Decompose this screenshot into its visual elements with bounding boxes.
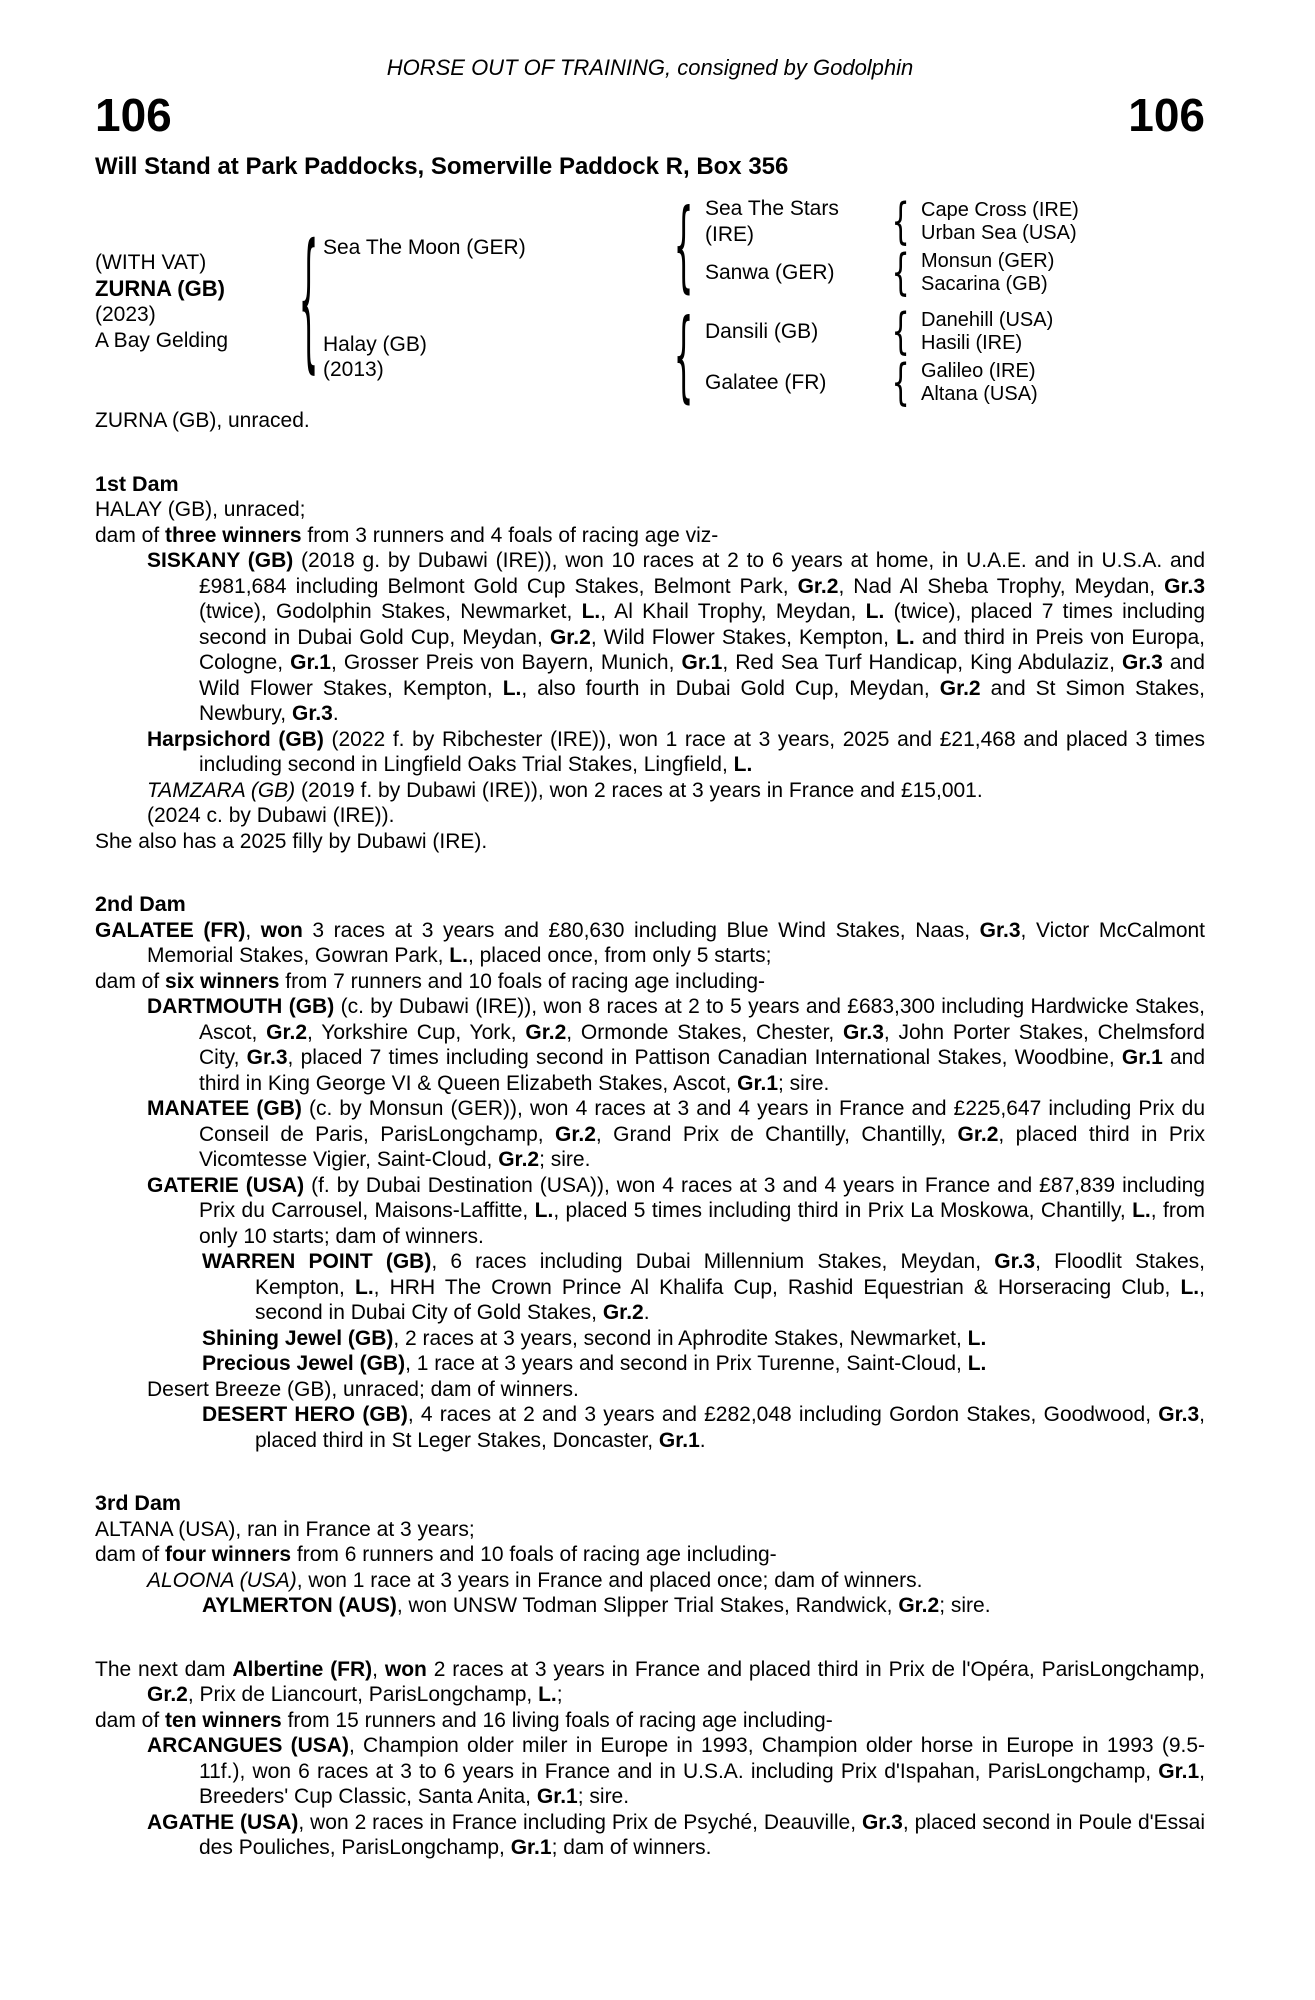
section-heading: 3rd Dam — [95, 1491, 182, 1515]
entry-siskany: SISKANY (GB) (2018 g. by Dubawi (IRE)), won 10 races at 2 to 6 years at home, in U.A.E. and in U.S.A. and £981,684 including Belmont Gold Cup Stakes, Belmont Park, Gr.2, Nad Al Sheba Trophy, Meydan, Gr.3 (twice), Godolphin Stakes, Newmarket, L., Al Khail Trophy, Meydan, L. (twice), placed 7 times including second in Dubai Gold Cup, Meydan, Gr.2, Wild Flower Stakes, Kempton, L. and third in Preis von Europa, Cologne, Gr.1, Grosser Preis von Bayern, Munich, Gr.1, Red Sea Turf Handicap, King Abdulaziz, Gr.3 and Wild Flower Stakes, Kempton, L., also fourth in Dubai Gold Cup, Meydan, Gr.2 and St Simon Stakes, Newbury, Gr.3. — [147, 549, 1206, 725]
note-2025-filly: She also has a 2025 filly by Dubawi (IRE). — [95, 829, 488, 853]
dam-dam-sire: Galileo (IRE) — [921, 359, 1036, 382]
dam-dam-brace-col — [889, 354, 913, 411]
sire-name: Sea The Moon (GER) — [323, 235, 526, 259]
pedigree-table — [95, 190, 1205, 414]
entry-desert-hero: DESERT HERO (GB), 4 races at 2 and 3 years and £282,048 including Gordon Stakes, Goodwood, Gr.3, placed third in St Leger Stakes, Doncaster, Gr.1. — [202, 1403, 1205, 1452]
dam-brace: { — [674, 300, 694, 414]
dam-year: (2013) — [323, 358, 384, 381]
dam-dam-brace: { — [891, 354, 911, 411]
dam2-produce-summary: dam of six winners from 7 runners and 10 foals of racing age including- — [95, 969, 766, 993]
dam3-produce-summary: dam of four winners from 6 runners and 10 foals of racing age including- — [95, 1543, 777, 1566]
dam-sire-dam: Hasili (IRE) — [921, 331, 1023, 354]
further-dams — [95, 1657, 1205, 1861]
sire-sire-sire: Cape Cross (IRE) — [921, 198, 1079, 221]
entry-aylmerton: AYLMERTON (AUS), won UNSW Todman Slipper Trial Stakes, Randwick, Gr.2; sire. — [202, 1594, 991, 1617]
sire-grandparents — [697, 193, 1205, 301]
pedigree-tree — [323, 190, 1205, 414]
entry-desert-breeze: Desert Breeze (GB), unraced; dam of winners. — [147, 1377, 579, 1401]
pedigree-brace-main-col — [295, 196, 323, 408]
entry-shining-jewel: Shining Jewel (GB), 2 races at 3 years, second in Aphrodite Stakes, Newmarket, L. — [202, 1326, 987, 1350]
lot-horse-name: ZURNA (GB) — [95, 276, 225, 301]
entry-agathe: AGATHE (USA), won 2 races in France including Prix de Psyché, Deauville, Gr.3, placed second in Poule d'Essai des Pouliches, ParisLongchamp, Gr.1; dam of winners. — [147, 1810, 1205, 1859]
sire-dam-parents — [913, 250, 1205, 296]
dam-dam-row — [697, 354, 1205, 411]
entry-gaterie: GATERIE (USA) (f. by Dubai Destination (USA)), won 4 races at 3 and 4 years in France and £87,839 including Prix du Carrousel, Maisons-Laffitte, L., placed 5 times including third in Prix La Moskowa, Chantilly, L., from only 10 starts; dam of winners. — [147, 1173, 1206, 1248]
consignment-header: HORSE OUT OF TRAINING, consigned by Godolphin — [386, 55, 914, 80]
first-dam — [95, 472, 1205, 855]
dam-sire-name: Dansili (GB) — [705, 319, 819, 343]
section-heading: 2nd Dam — [95, 892, 186, 916]
entry-arcangues: ARCANGUES (USA), Champion older miler in Europe in 1993, Champion older horse in Europe in 1993 (9.5-11f.), won 6 races at 3 to 6 years in France and in U.S.A. including Prix d'Ispahan, ParisLongchamp, Gr.1, Breeders' Cup Classic, Santa Anita, Gr.1; sire. — [147, 1734, 1206, 1808]
second-dam — [95, 892, 1205, 1453]
sire-dam-brace: { — [891, 244, 911, 301]
entry-dartmouth: DARTMOUTH (GB) (c. by Dubawi (IRE)), won 8 races at 2 to 5 years and £683,300 including Hardwicke Stakes, Ascot, Gr.2, Yorkshire Cup, York, Gr.2, Ormonde Stakes, Chester, Gr.3, John Porter Stakes, Chelmsford City, Gr.3, placed 7 times including second in Pattison Canadian International Stakes, Woodbine, Gr.1 and third in King George VI & Queen Elizabeth Stakes, Ascot, Gr.1; sire. — [147, 995, 1206, 1095]
dam-dam-parents — [913, 360, 1205, 406]
sire-sire-brace-col — [889, 193, 913, 250]
entry-warren-point: WARREN POINT (GB), 6 races including Dubai Millennium Stakes, Meydan, Gr.3, Floodlit Stakes, Kempton, L., HRH The Crown Prince Al Khalifa Cup, Rashid Equestrian & Horseracing Club, L., second in Dubai City of Gold Stakes, Gr.2. — [202, 1250, 1206, 1324]
dam1-intro: HALAY (GB), unraced; — [95, 498, 306, 521]
dam-name: Halay (GB) — [323, 333, 427, 356]
sire-dam-name: Sanwa (GER) — [705, 260, 835, 284]
dam-grandparents — [697, 303, 1205, 411]
pedigree-brace-main: { — [299, 215, 319, 389]
race-record: ZURNA (GB), unraced. — [95, 409, 310, 432]
dam-dam-name: Galatee (FR) — [705, 370, 827, 394]
sire-sire-name: Sea The Stars (IRE) — [705, 197, 839, 246]
sire-sire-row — [697, 193, 1205, 250]
dam-brace-col — [671, 300, 697, 414]
dam-sire-parents — [913, 309, 1205, 355]
stand-location: Will Stand at Park Paddocks, Somerville Paddock R, Box 356 — [95, 153, 789, 180]
dam3-intro: ALTANA (USA), ran in France at 3 years; — [95, 1517, 475, 1541]
section-heading: 1st Dam — [95, 471, 179, 496]
entry-harpsichord: Harpsichord (GB) (2022 f. by Ribchester (IRE)), won 1 race at 3 years, 2025 and £21,468 and placed 3 times including second in Lingfield Oaks Trial Stakes, Lingfield, L. — [147, 727, 1205, 776]
dam-sire-sire: Danehill (USA) — [921, 308, 1054, 331]
sire-brace-col — [671, 190, 697, 304]
sire-branch — [323, 190, 1205, 304]
lot-number-row — [95, 89, 1205, 141]
entry-precious-jewel: Precious Jewel (GB), 1 race at 3 years and second in Prix Turenne, Saint-Cloud, L. — [202, 1352, 987, 1375]
entry-aloona: ALOONA (USA), won 1 race at 3 years in France and placed once; dam of winners. — [147, 1568, 923, 1592]
lot-details — [95, 196, 295, 408]
dam-sire-brace: { — [891, 303, 911, 360]
sire-dam-row — [697, 244, 1205, 301]
sire-brace: { — [674, 190, 694, 304]
sire-dam-brace-col — [889, 244, 913, 301]
sire-sire-dam: Urban Sea (USA) — [921, 221, 1077, 244]
lot-number-left: 106 — [95, 89, 172, 141]
sire-sire-parents — [913, 199, 1205, 245]
dam-sire-row — [697, 303, 1205, 360]
vat-status: (WITH VAT) — [95, 251, 207, 274]
dam-branch — [323, 300, 1205, 414]
third-dam — [95, 1491, 1205, 1619]
lot-sex-colour: A Bay Gelding — [95, 329, 229, 352]
sire-dam-dam: Sacarina (GB) — [921, 272, 1048, 295]
entry-manatee: MANATEE (GB) (c. by Monsun (GER)), won 4 races at 3 and 4 years in France and £225,647 including Prix du Conseil de Paris, ParisLongchamp, Gr.2, Grand Prix de Chantilly, Chantilly, Gr.2, placed third in Prix Vicomtesse Vigier, Saint-Cloud, Gr.2; sire. — [147, 1097, 1205, 1171]
lot-number-right: 106 — [1128, 89, 1205, 141]
sire-dam-sire: Monsun (GER) — [921, 249, 1055, 272]
nextdam-produce-summary: dam of ten winners from 15 runners and 16 living foals of racing age including- — [95, 1708, 833, 1732]
dam-cell — [323, 306, 671, 408]
dam-dam-dam: Altana (USA) — [921, 382, 1038, 405]
sire-sire-brace: { — [891, 193, 911, 250]
lot-foaling-year: (2023) — [95, 303, 156, 326]
dam1-produce-summary: dam of three winners from 3 runners and 4 foals of racing age viz- — [95, 523, 719, 547]
dam-sire-brace-col — [889, 303, 913, 360]
entry-tamzara: TAMZARA (GB) (2019 f. by Dubawi (IRE)), won 2 races at 3 years in France and £15,001. — [147, 778, 983, 802]
entry-2024-colt: (2024 c. by Dubawi (IRE)). — [147, 804, 395, 827]
catalogue-body — [95, 472, 1205, 1861]
sire-cell — [323, 196, 671, 298]
dam2-intro: GALATEE (FR), won 3 races at 3 years and £80,630 including Blue Wind Stakes, Naas, Gr.3, Victor McCalmont Memorial Stakes, Gowran Park, L., placed once, from only 5 starts; — [95, 918, 1206, 967]
nextdam-intro: The next dam Albertine (FR), won 2 races at 3 years in France and placed third in Prix de l'Opéra, ParisLongchamp, Gr.2, Prix de Liancourt, ParisLongchamp, L.; — [95, 1657, 1205, 1706]
